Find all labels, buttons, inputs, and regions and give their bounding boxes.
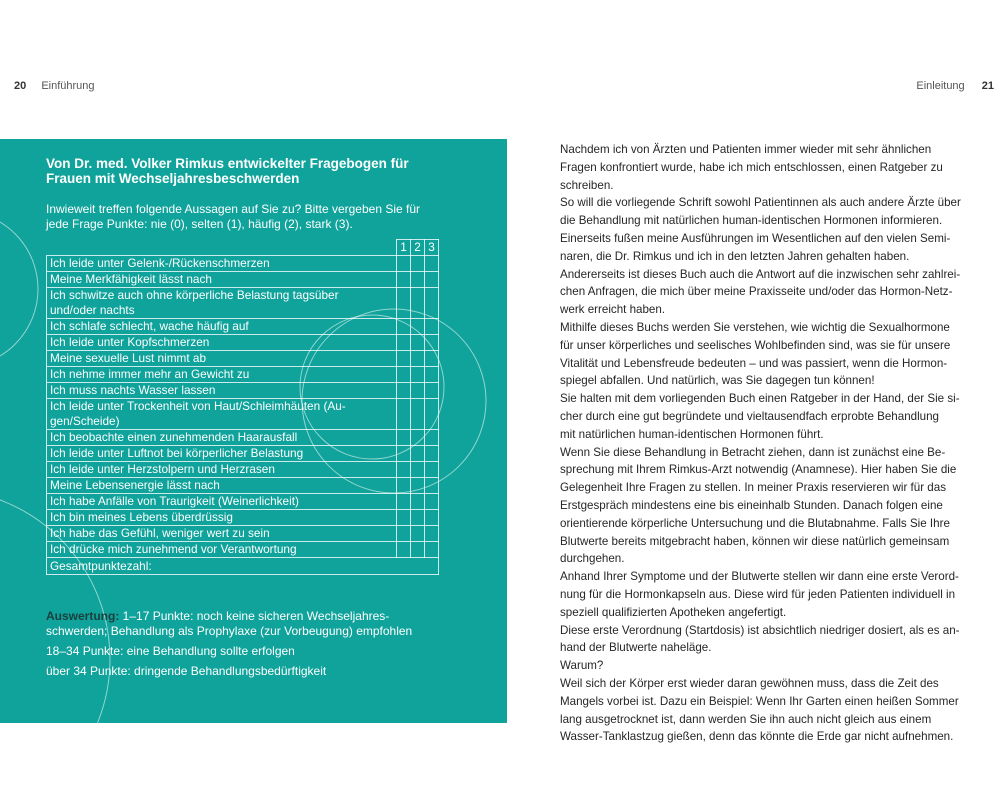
evaluation-section: [46, 609, 464, 684]
question-text: [47, 494, 397, 510]
score-cell[interactable]: [425, 430, 439, 446]
question-line: Meine sexuelle Lust nimmt ab: [50, 351, 207, 365]
score-cell[interactable]: [397, 383, 411, 399]
body-line: mit natürlichen human-identischen Hormonen führt.: [560, 427, 824, 441]
question-row: [47, 256, 439, 272]
score-cell[interactable]: [425, 542, 439, 558]
question-text: [47, 335, 397, 351]
question-line: Meine Merkfähigkeit lässt nach: [50, 272, 212, 286]
body-line: durchgehen.: [560, 552, 625, 566]
score-cell[interactable]: [411, 430, 425, 446]
body-line: Blutwerte bereits mitgebracht haben, können wir diese natürlich gemeinsam: [560, 534, 950, 548]
score-cell[interactable]: [397, 335, 411, 351]
evaluation-first: [46, 609, 464, 639]
score-cell[interactable]: [425, 478, 439, 494]
score-cell[interactable]: [397, 256, 411, 272]
question-text: [47, 351, 397, 367]
score-cell[interactable]: [425, 351, 439, 367]
score-cell[interactable]: [397, 367, 411, 383]
question-line: Meine Lebensenergie lässt nach: [50, 478, 220, 492]
question-row: [47, 542, 439, 558]
body-line: Diese erste Verordnung (Startdosis) ist absichtlich niedriger dosiert, als es an-: [560, 623, 960, 637]
left-page-number: 20: [14, 80, 27, 92]
body-line: schreiben.: [560, 178, 614, 192]
score-cell[interactable]: [397, 430, 411, 446]
question-line: Ich leide unter Gelenk-/Rückenschmerzen: [50, 256, 270, 270]
score-cell[interactable]: [411, 510, 425, 526]
question-line: Ich schwitze auch ohne körperliche Belastung tagsüber: [50, 288, 339, 302]
question-line: Ich drücke mich zunehmend vor Verantwortung: [50, 542, 297, 556]
question-text: [47, 462, 397, 478]
body-line: Sie halten mit dem vorliegenden Buch einen Ratgeber in der Hand, der Sie si-: [560, 392, 960, 406]
body-line: lang ausgetrocknet ist, dann werden Sie ihn auch nicht gleich aus einem: [560, 712, 932, 726]
body-line: Wasser-Tanklastzug gießen, denn das könnte die Erde gar nicht aufnehmen.: [560, 730, 954, 744]
score-cell[interactable]: [397, 478, 411, 494]
total-label: Gesamtpunktezahl:: [47, 558, 439, 575]
score-cell[interactable]: [425, 510, 439, 526]
score-cell[interactable]: [411, 462, 425, 478]
left-running-title: Einführung: [41, 80, 95, 92]
right-page-header: [916, 80, 994, 92]
question-row: [47, 288, 439, 319]
question-line: Ich leide unter Herzstolpern und Herzrasen: [50, 462, 275, 476]
question-line: Ich leide unter Kopfschmerzen: [50, 335, 210, 349]
score-cell[interactable]: [425, 319, 439, 335]
question-text: [47, 367, 397, 383]
body-line: Wenn Sie diese Behandlung in Betracht ziehen, dann ist zunächst eine Be-: [560, 445, 946, 459]
question-row: [47, 526, 439, 542]
score-cell[interactable]: [425, 367, 439, 383]
body-text: [560, 141, 970, 746]
question-row: [47, 351, 439, 367]
body-line: Einerseits fußen meine Ausführungen im Wesentlichen auf den vielen Semi-: [560, 231, 951, 245]
body-line: Nachdem ich von Ärzten und Patienten immer wieder mit sehr ähnlichen: [560, 143, 932, 156]
body-line: Erstgespräch mindestens eine bis eineinhalb Stunden. Danach folgen eine: [560, 498, 943, 512]
question-text: [47, 399, 397, 430]
question-row: [47, 510, 439, 526]
question-line: Ich leide unter Luftnot bei körperlicher Belastung: [50, 446, 304, 460]
table-header-row: [47, 240, 439, 256]
question-text: [47, 510, 397, 526]
title-line: Von Dr. med. Volker Rimkus entwickelter Fragebogen für: [46, 156, 409, 171]
body-line: So will die vorliegende Schrift sowohl Patientinnen als auch andere Ärzte über: [560, 196, 961, 210]
column-header: 2: [411, 240, 425, 256]
questionnaire-intro: [46, 202, 466, 231]
body-line: Weil sich der Körper erst wieder daran gewöhnen muss, dass die Zeit des: [560, 676, 939, 690]
left-page-header: [14, 80, 95, 92]
body-line: Mangels vorbei ist. Dazu ein Beispiel: Wenn Ihr Garten einen heißen Sommer: [560, 694, 959, 708]
score-cell[interactable]: [411, 478, 425, 494]
question-text: [47, 319, 397, 335]
score-cell[interactable]: [411, 494, 425, 510]
question-text: [47, 256, 397, 272]
right-running-title: Einleitung: [916, 80, 965, 92]
score-cell[interactable]: [425, 335, 439, 351]
body-line: speziell qualifizierten Apotheken angefertigt.: [560, 605, 787, 619]
question-line: Ich leide unter Trockenheit von Haut/Schleimhäuten (Au-: [50, 399, 346, 413]
score-cell[interactable]: [397, 399, 411, 430]
body-line: nung für die Hormonkapseln aus. Diese wird für jeden Patienten individuell in: [560, 587, 956, 601]
questionnaire-table: [46, 239, 439, 575]
score-cell[interactable]: [425, 526, 439, 542]
question-text: [47, 272, 397, 288]
score-cell[interactable]: [411, 319, 425, 335]
score-cell[interactable]: [397, 288, 411, 319]
total-row: [47, 558, 439, 575]
body-line: orientierende körperliche Untersuchung und die Blutabnahme. Falls Sie Ihre: [560, 516, 950, 530]
questionnaire-title: [46, 156, 486, 186]
body-line: Anhand Ihrer Symptome und der Blutwerte stellen wir dann eine erste Verord-: [560, 570, 959, 584]
body-line: sprechung mit Ihrem Rimkus-Arzt notwendig (Anamnese). Hier haben Sie die: [560, 463, 957, 477]
question-line: und/oder nachts: [50, 303, 135, 317]
title-line: Frauen mit Wechseljahresbeschwerden: [46, 171, 300, 186]
questionnaire-panel: [0, 139, 507, 723]
question-row: [47, 446, 439, 462]
body-line: Fragen konfrontiert wurde, habe ich mich entschlossen, einen Ratgeber zu: [560, 160, 943, 174]
score-cell[interactable]: [411, 383, 425, 399]
question-row: [47, 399, 439, 430]
intro-line: Inwieweit treffen folgende Aussagen auf Sie zu? Bitte vergeben Sie für: [46, 202, 421, 216]
question-line: Ich nehme immer mehr an Gewicht zu: [50, 367, 250, 381]
score-cell[interactable]: [425, 494, 439, 510]
question-line: Ich schlafe schlecht, wache häufig auf: [50, 319, 249, 333]
score-cell[interactable]: [397, 526, 411, 542]
score-cell[interactable]: [411, 351, 425, 367]
score-cell[interactable]: [425, 399, 439, 430]
column-header: 1: [397, 240, 411, 256]
question-text: [47, 383, 397, 399]
score-cell[interactable]: [411, 526, 425, 542]
body-line: für unser körperliches und seelisches Wohlbefinden sind, was sie für unsere: [560, 338, 951, 352]
score-cell[interactable]: [411, 288, 425, 319]
score-cell[interactable]: [411, 399, 425, 430]
question-row: [47, 272, 439, 288]
score-cell[interactable]: [425, 383, 439, 399]
question-row: [47, 319, 439, 335]
score-cell[interactable]: [397, 542, 411, 558]
question-text: [47, 478, 397, 494]
score-cell[interactable]: [397, 446, 411, 462]
column-header: 3: [425, 240, 439, 256]
score-cell[interactable]: [411, 542, 425, 558]
question-text: [47, 430, 397, 446]
body-line: spiegel abfallen. Und natürlich, was Sie dagegen tun können!: [560, 374, 875, 388]
question-text: [47, 542, 397, 558]
question-row: [47, 494, 439, 510]
body-line: naren, die Dr. Rimkus und ich in den letzten Jahren gehalten haben.: [560, 249, 910, 263]
score-cell[interactable]: [411, 367, 425, 383]
question-row: [47, 367, 439, 383]
evaluation-first-rest: 1–17 Punkte: noch keine sicheren Wechseljahres-: [119, 609, 390, 623]
evaluation-second: 18–34 Punkte: eine Behandlung sollte erfolgen: [46, 644, 295, 658]
question-line: gen/Scheide): [50, 414, 120, 428]
header-blank-cell: [47, 240, 397, 256]
score-cell[interactable]: [425, 446, 439, 462]
body-line: hand der Blutwerte nahelägе.: [560, 641, 712, 655]
evaluation-third: über 34 Punkte: dringende Behandlungsbedürftigkeit: [46, 664, 327, 678]
score-cell[interactable]: [397, 494, 411, 510]
question-line: Ich muss nachts Wasser lassen: [50, 383, 216, 397]
body-line: Vitalität und Lebensfreude bedeuten – und was passiert, wenn die Hormon-: [560, 356, 948, 370]
score-cell[interactable]: [425, 256, 439, 272]
question-row: [47, 462, 439, 478]
body-line: Andererseits ist dieses Buch auch die Antwort auf die inzwischen sehr zahlrei-: [560, 267, 961, 281]
body-line: Mithilfe dieses Buchs werden Sie verstehen, wie wichtig die Sexualhormone: [560, 320, 950, 334]
right-page-number: 21: [981, 80, 994, 92]
question-row: [47, 430, 439, 446]
score-cell[interactable]: [425, 272, 439, 288]
body-line: chen Anfragen, die mich über meine Praxisseite und/oder das Hormon-Netz-: [560, 285, 953, 299]
score-cell[interactable]: [397, 319, 411, 335]
body-line: die Behandlung mit natürlichen human-identischen Hormonen informieren.: [560, 214, 943, 228]
question-row: [47, 335, 439, 351]
question-line: Ich beobachte einen zunehmenden Haarausfall: [50, 430, 298, 444]
evaluation-label: Auswertung:: [46, 609, 120, 623]
score-cell[interactable]: [411, 256, 425, 272]
score-cell[interactable]: [397, 351, 411, 367]
question-text: [47, 446, 397, 462]
deco-circle: [0, 211, 38, 367]
body-line: Gelegenheit Ihre Fragen zu stellen. In meiner Praxis reservieren wir für das: [560, 481, 946, 495]
score-cell[interactable]: [411, 272, 425, 288]
evaluation-first-cont: schwerden; Behandlung als Prophylaxe (zur Vorbeugung) empfohlen: [46, 624, 413, 638]
question-text: [47, 288, 397, 319]
question-line: Ich habe Anfälle von Traurigkeit (Weinerlichkeit): [50, 494, 299, 508]
body-line: Warum?: [560, 659, 604, 673]
body-line: werk erreicht haben.: [560, 303, 666, 317]
score-cell[interactable]: [397, 462, 411, 478]
score-cell[interactable]: [411, 446, 425, 462]
body-line: cher durch eine gut begründete und vieltausendfach erprobte Behandlung: [560, 409, 940, 423]
score-cell[interactable]: [411, 335, 425, 351]
score-cell[interactable]: [397, 272, 411, 288]
question-line: Ich habe das Gefühl, weniger wert zu sein: [50, 526, 270, 540]
score-cell[interactable]: [425, 288, 439, 319]
score-cell[interactable]: [425, 462, 439, 478]
question-row: [47, 478, 439, 494]
question-text: [47, 526, 397, 542]
question-line: Ich bin meines Lebens überdrüssig: [50, 510, 233, 524]
score-cell[interactable]: [397, 510, 411, 526]
question-row: [47, 383, 439, 399]
intro-line: jede Frage Punkte: nie (0), selten (1), häufig (2), stark (3).: [46, 216, 353, 231]
